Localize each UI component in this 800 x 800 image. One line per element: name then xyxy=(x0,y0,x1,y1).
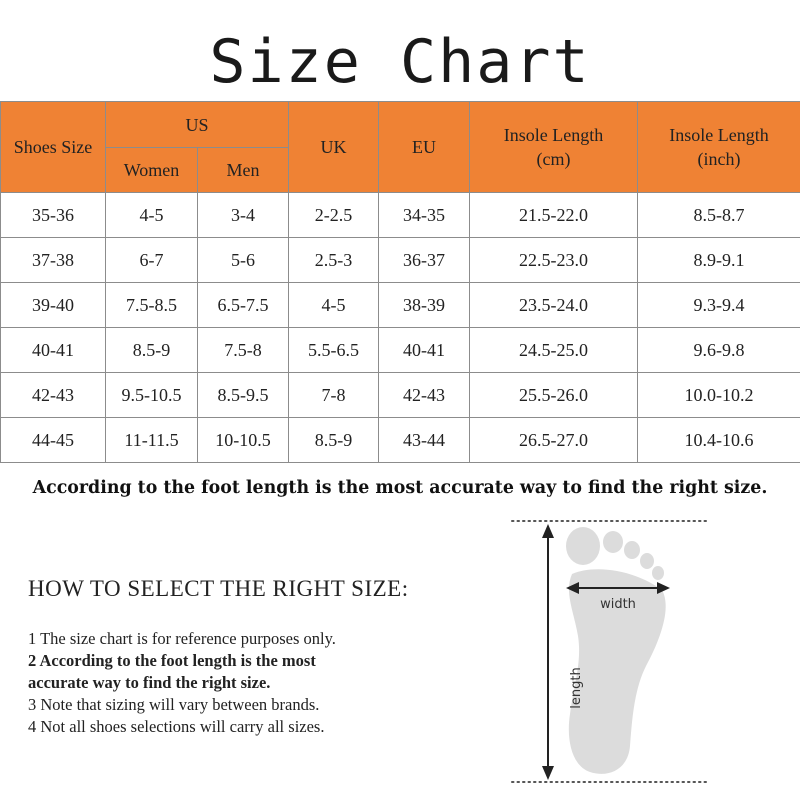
width-label: width xyxy=(600,597,636,612)
cell-eu: 38-39 xyxy=(379,283,470,328)
header-row xyxy=(1,102,800,148)
page-title: Size Chart xyxy=(209,27,591,97)
cell-shoes-size: 42-43 xyxy=(1,373,106,418)
foot-length-note: According to the foot length is the most accurate way to find the right size. xyxy=(32,478,768,498)
cell-uk: 8.5-9 xyxy=(289,418,379,463)
header-uk: UK xyxy=(289,102,379,193)
cell-insole-cm: 25.5-26.0 xyxy=(470,373,638,418)
table-row xyxy=(1,373,800,418)
header-insole-inch-line2: (inch) xyxy=(697,149,741,169)
cell-us-women: 8.5-9 xyxy=(106,328,198,373)
cell-shoes-size: 44-45 xyxy=(1,418,106,463)
table-row xyxy=(1,193,800,238)
cell-uk: 5.5-6.5 xyxy=(289,328,379,373)
table-row xyxy=(1,328,800,373)
cell-us-women: 9.5-10.5 xyxy=(106,373,198,418)
header-women: Women xyxy=(106,148,198,193)
header-insole-cm-line1: Insole Length xyxy=(503,125,604,145)
footprint-icon xyxy=(500,508,720,790)
cell-insole-inch: 9.3-9.4 xyxy=(638,283,800,328)
header-insole-inch xyxy=(638,102,800,193)
header-us: US xyxy=(106,102,289,148)
header-men: Men xyxy=(198,148,289,193)
header-shoes-size: Shoes Size xyxy=(1,102,106,193)
cell-insole-cm: 24.5-25.0 xyxy=(470,328,638,373)
cell-shoes-size: 39-40 xyxy=(1,283,106,328)
cell-insole-inch: 10.0-10.2 xyxy=(638,373,800,418)
cell-insole-cm: 22.5-23.0 xyxy=(470,238,638,283)
length-label: length xyxy=(569,667,584,709)
cell-us-men: 8.5-9.5 xyxy=(198,373,289,418)
cell-eu: 42-43 xyxy=(379,373,470,418)
cell-insole-cm: 21.5-22.0 xyxy=(470,193,638,238)
table-row xyxy=(1,418,800,463)
cell-uk: 2.5-3 xyxy=(289,238,379,283)
cell-insole-inch: 8.5-8.7 xyxy=(638,193,800,238)
cell-eu: 34-35 xyxy=(379,193,470,238)
table-row xyxy=(1,238,800,283)
foot-measure-diagram xyxy=(500,508,720,794)
cell-insole-inch: 10.4-10.6 xyxy=(638,418,800,463)
cell-us-men: 5-6 xyxy=(198,238,289,283)
cell-uk: 2-2.5 xyxy=(289,193,379,238)
cell-insole-cm: 26.5-27.0 xyxy=(470,418,638,463)
cell-eu: 40-41 xyxy=(379,328,470,373)
cell-shoes-size: 37-38 xyxy=(1,238,106,283)
cell-eu: 36-37 xyxy=(379,238,470,283)
tips-list xyxy=(28,628,448,738)
header-insole-cm-line2: (cm) xyxy=(536,149,571,169)
cell-us-men: 6.5-7.5 xyxy=(198,283,289,328)
tip-item: accurate way to find the right size. xyxy=(28,673,271,692)
cell-us-women: 4-5 xyxy=(106,193,198,238)
cell-uk: 7-8 xyxy=(289,373,379,418)
header-eu: EU xyxy=(379,102,470,193)
cell-shoes-size: 35-36 xyxy=(1,193,106,238)
cell-eu: 43-44 xyxy=(379,418,470,463)
cell-shoes-size: 40-41 xyxy=(1,328,106,373)
cell-us-men: 10-10.5 xyxy=(198,418,289,463)
cell-insole-inch: 9.6-9.8 xyxy=(638,328,800,373)
cell-us-women: 6-7 xyxy=(106,238,198,283)
cell-us-women: 7.5-8.5 xyxy=(106,283,198,328)
cell-us-men: 3-4 xyxy=(198,193,289,238)
header-insole-cm xyxy=(470,102,638,193)
cell-insole-cm: 23.5-24.0 xyxy=(470,283,638,328)
tip-item: 2 According to the foot length is the most xyxy=(28,651,316,670)
table-row xyxy=(1,283,800,328)
cell-us-women: 11-11.5 xyxy=(106,418,198,463)
cell-us-men: 7.5-8 xyxy=(198,328,289,373)
cell-uk: 4-5 xyxy=(289,283,379,328)
tip-item: 3 Note that sizing will vary between brands. xyxy=(28,695,320,714)
size-table xyxy=(0,101,800,463)
cell-insole-inch: 8.9-9.1 xyxy=(638,238,800,283)
header-insole-inch-line1: Insole Length xyxy=(669,125,769,145)
howto-title: HOW TO SELECT THE RIGHT SIZE: xyxy=(28,576,409,601)
tip-item: 1 The size chart is for reference purposes only. xyxy=(28,629,336,648)
tip-item: 4 Not all shoes selections will carry all sizes. xyxy=(28,717,325,736)
